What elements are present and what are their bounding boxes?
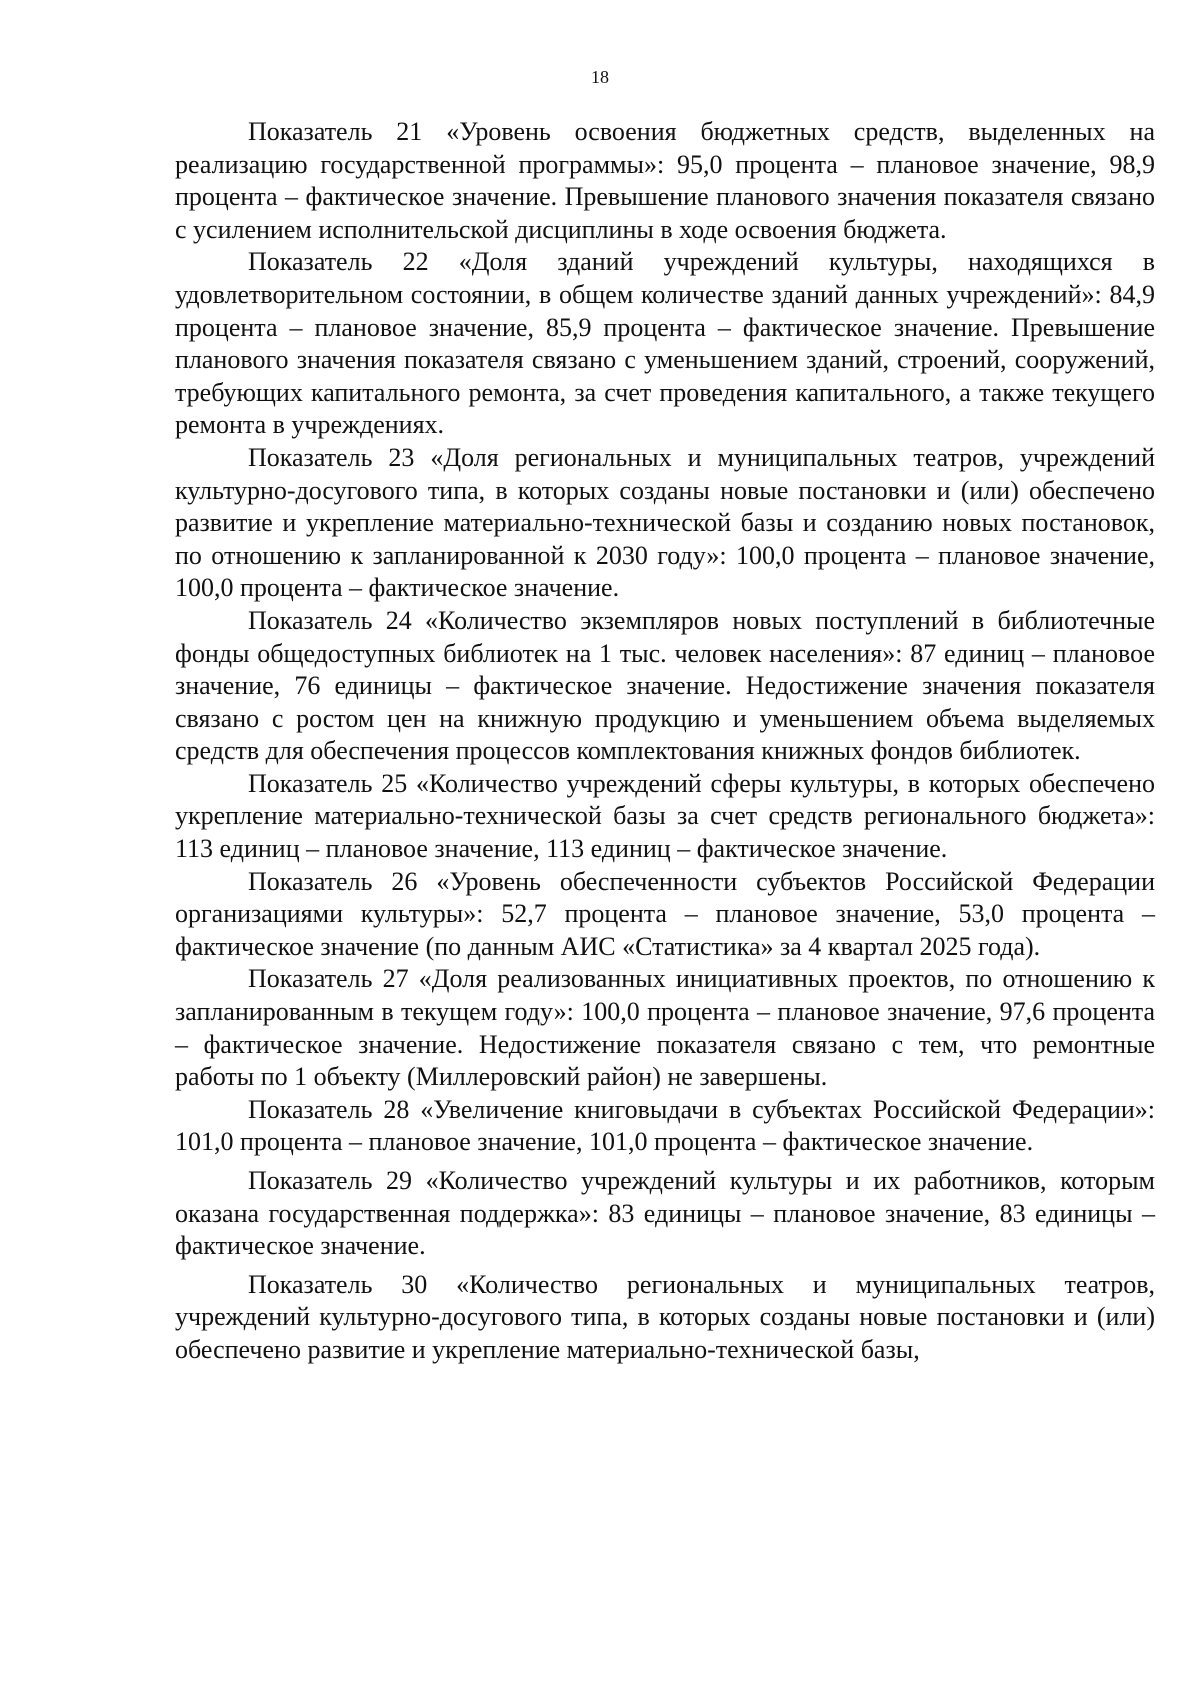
paragraph-indicator-30: Показатель 30 «Количество региональных и муниципальных театров, учреждений культурно-досугового типа, в которых созданы новые постановки и (или) обеспечено развитие и укрепление материально-технической базы, [175, 1269, 1155, 1364]
paragraph-indicator-27: Показатель 27 «Доля реализованных инициативных проектов, по отношению к запланированным в текущем году»: 100,0 процента – плановое значение, 97,6 процента – фактическое значение. Недостижение показателя связано с тем, что ремонтные работы по 1 объекту (Миллеровский район) не завершены. [175, 964, 1155, 1092]
document-body [175, 116, 1155, 1367]
paragraph-indicator-23: Показатель 23 «Доля региональных и муниципальных театров, учреждений культурно-досугового типа, в которых созданы новые постановки и (или) обеспечено развитие и укрепление материально-технической базы и созданию новых постановок, по отношению к запланированной к 2030 году»: 100,0 процента – плановое значение, 100,0 процента – фактическое значение. [175, 442, 1155, 603]
page-number: 18 [591, 67, 609, 87]
paragraph-indicator-28: Показатель 28 «Увеличение книговыдачи в субъектах Российской Федерации»: 101,0 процента – плановое значение, 101,0 процента – фактическое значение. [175, 1094, 1155, 1157]
paragraph-indicator-29: Показатель 29 «Количество учреждений культуры и их работников, которым оказана государственная поддержка»: 83 единицы – плановое значение, 83 единицы – фактическое значение. [175, 1166, 1155, 1261]
paragraph-indicator-25: Показатель 25 «Количество учреждений сферы культуры, в которых обеспечено укрепление материально-технической базы за счет средств регионального бюджета»: 113 единиц – плановое значение, 113 единиц – фактическое значение. [175, 768, 1155, 864]
paragraph-indicator-22: Показатель 22 «Доля зданий учреждений культуры, находящихся в удовлетворительном состоянии, в общем количестве зданий данных учреждений»: 84,9 процента – плановое значение, 85,9 процента – фактическое значение. Превышение планового значения показателя связано с уменьшением зданий, строений, сооружений, требующих капитального ремонта, за счет проведения капитального, а также текущего ремонта в учреждениях. [175, 247, 1155, 440]
paragraph-indicator-24: Показатель 24 «Количество экземпляров новых поступлений в библиотечные фонды общедоступных библиотек на 1 тыс. человек населения»: 87 единиц – плановое значение, 76 единицы – фактическое значение. Недостижение значения показателя связано с ростом цен на книжную продукцию и уменьшением объема выделяемых средств для обеспечения процессов комплектования книжных фондов библиотек. [175, 605, 1155, 766]
paragraph-indicator-26: Показатель 26 «Уровень обеспеченности субъектов Российской Федерации организациями культуры»: 52,7 процента – плановое значение, 53,0 процента – фактическое значение (по данным АИС «Статистика» за 4 квартал 2025 года). [175, 866, 1155, 961]
paragraph-indicator-21: Показатель 21 «Уровень освоения бюджетных средств, выделенных на реализацию государственной программы»: 95,0 процента – плановое значение, 98,9 процента – фактическое значение. Превышение планового значения показателя связано с усилением исполнительской дисциплины в ходе освоения бюджета. [175, 117, 1155, 244]
